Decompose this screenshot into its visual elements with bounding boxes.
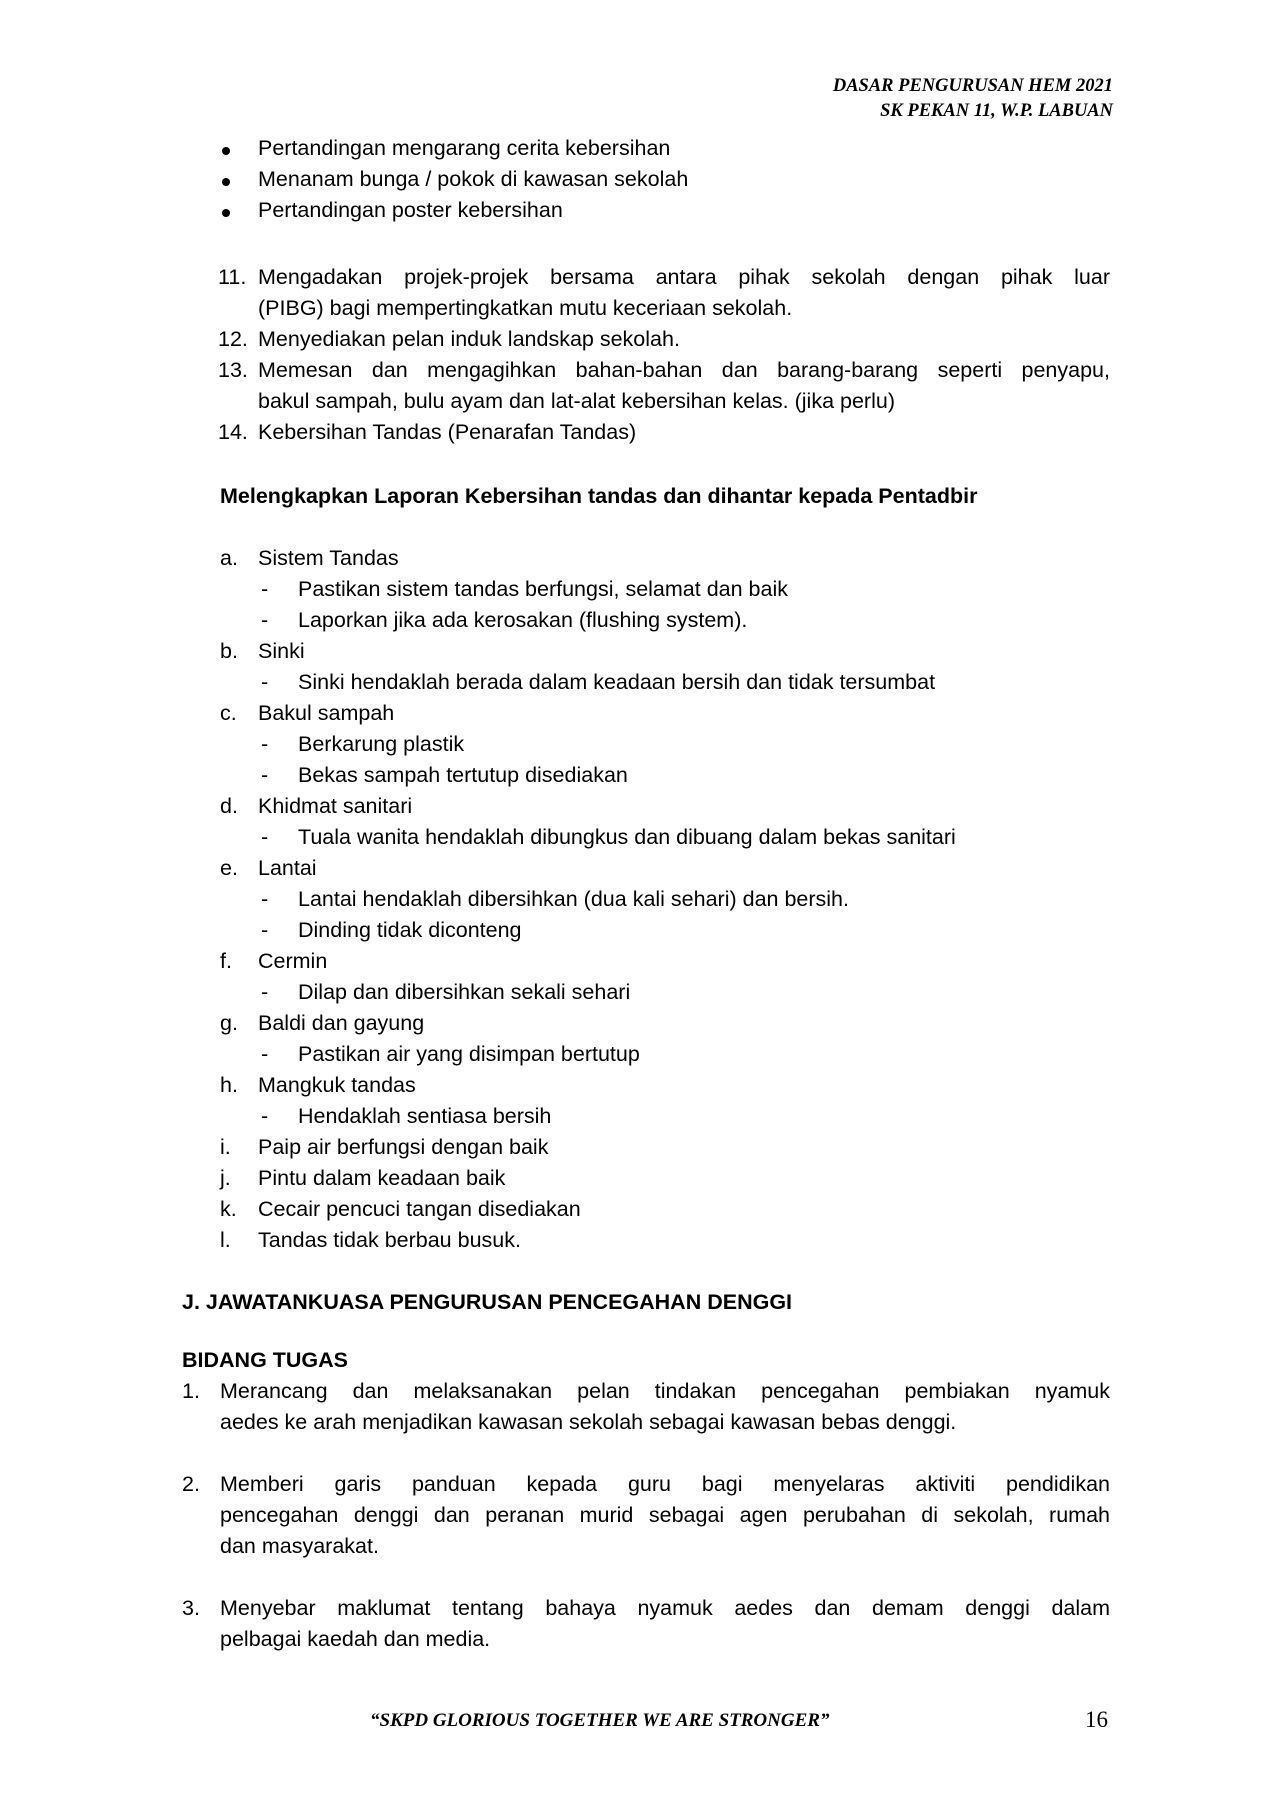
duty-text: dan masyarakat. [220, 1534, 379, 1558]
item-text: Kebersihan Tandas (Penarafan Tandas) [258, 420, 637, 444]
checklist-label: Tandas tidak berbau busuk. [258, 1228, 521, 1252]
checklist-label: Bakul sampah [258, 701, 395, 725]
footer-motto: “SKPD GLORIOUS TOGETHER WE ARE STRONGER” [370, 1710, 830, 1731]
checklist-sub: Tuala wanita hendaklah dibungkus dan dibuang dalam bekas sanitari [298, 825, 956, 849]
dash-icon: - [261, 825, 269, 849]
checklist-label: Baldi dan gayung [258, 1011, 425, 1035]
duty-number: 1. [182, 1379, 200, 1403]
section-title: J. JAWATANKUASA PENGURUSAN PENCEGAHAN DENGGI [182, 1290, 793, 1314]
checklist-letter: l. [220, 1228, 231, 1252]
checklist-letter: i. [220, 1135, 231, 1159]
checklist-letter: g. [220, 1011, 238, 1035]
duty-number: 2. [182, 1472, 200, 1496]
checklist-letter: j. [220, 1166, 231, 1190]
item-text: (PIBG) bagi mempertingkatkan mutu keceriaan sekolah. [258, 296, 793, 320]
dash-icon: - [261, 670, 269, 694]
bullet-item: Pertandingan mengarang cerita kebersihan [258, 136, 671, 160]
dash-icon: - [261, 608, 269, 632]
checklist-label: Sistem Tandas [258, 546, 399, 570]
checklist-letter: a. [220, 546, 238, 570]
checklist-sub: Dilap dan dibersihkan sekali sehari [298, 980, 631, 1004]
duty-text: Memberi garis panduan kepada guru bagi menyelaras aktiviti pendidikan [220, 1472, 1110, 1496]
checklist-sub: Bekas sampah tertutup disediakan [298, 763, 628, 787]
dash-icon: - [261, 1104, 269, 1128]
checklist-label: Lantai [258, 856, 317, 880]
dash-icon: - [261, 732, 269, 756]
checklist-sub: Sinki hendaklah berada dalam keadaan bersih dan tidak tersumbat [298, 670, 936, 694]
checklist-label: Cermin [258, 949, 328, 973]
bullet-item: Menanam bunga / pokok di kawasan sekolah [258, 167, 689, 191]
checklist-label: Mangkuk tandas [258, 1073, 416, 1097]
checklist-sub: Pastikan air yang disimpan bertutup [298, 1042, 640, 1066]
item-text: bakul sampah, bulu ayam dan lat-alat kebersihan kelas. (jika perlu) [258, 389, 895, 413]
item-number: 11. [218, 265, 247, 289]
bullet-icon [222, 209, 230, 217]
checklist-label: Cecair pencuci tangan disediakan [258, 1197, 581, 1221]
section-subtitle: BIDANG TUGAS [182, 1348, 349, 1372]
dash-icon: - [261, 980, 269, 1004]
duty-text: aedes ke arah menjadikan kawasan sekolah sebagai kawasan bebas denggi. [220, 1410, 957, 1434]
checklist-letter: k. [220, 1197, 237, 1221]
checklist-sub: Berkarung plastik [298, 732, 465, 756]
bullet-icon [222, 147, 230, 155]
duty-text: pelbagai kaedah dan media. [220, 1627, 491, 1651]
header-title: DASAR PENGURUSAN HEM 2021 [832, 76, 1113, 96]
item-text: Memesan dan mengagihkan bahan-bahan dan barang-barang seperti penyapu, [258, 358, 1110, 382]
checklist-sub: Hendaklah sentiasa bersih [298, 1104, 552, 1128]
duty-text: Merancang dan melaksanakan pelan tindakan pencegahan pembiakan nyamuk [220, 1379, 1110, 1403]
dash-icon: - [261, 1042, 269, 1066]
page-number: 16 [1085, 1707, 1108, 1732]
item-text: Menyediakan pelan induk landskap sekolah. [258, 327, 680, 351]
checklist-letter: h. [220, 1073, 238, 1097]
checklist-letter: f. [220, 949, 232, 973]
bullet-icon [222, 178, 230, 186]
checklist-sub: Lantai hendaklah dibersihkan (dua kali sehari) dan bersih. [298, 887, 849, 911]
report-heading: Melengkapkan Laporan Kebersihan tandas dan dihantar kepada Pentadbir [220, 484, 978, 508]
checklist-letter: d. [220, 794, 238, 818]
checklist-letter: c. [220, 701, 237, 725]
checklist-sub: Dinding tidak diconteng [298, 918, 522, 942]
checklist-label: Sinki [258, 639, 305, 663]
duty-text: pencegahan denggi dan peranan murid sebagai agen perubahan di sekolah, rumah [220, 1503, 1110, 1527]
checklist-sub: Pastikan sistem tandas berfungsi, selamat dan baik [298, 577, 788, 601]
document-header [833, 74, 1113, 124]
item-number: 12. [218, 327, 248, 351]
bullet-item: Pertandingan poster kebersihan [258, 198, 563, 222]
dash-icon: - [261, 577, 269, 601]
checklist-label: Khidmat sanitari [258, 794, 413, 818]
header-school: SK PEKAN 11, W.P. LABUAN [880, 101, 1113, 121]
checklist-letter: b. [220, 639, 238, 663]
checklist-letter: e. [220, 856, 238, 880]
dash-icon: - [261, 918, 269, 942]
dash-icon: - [261, 763, 269, 787]
dash-icon: - [261, 887, 269, 911]
duty-text: Menyebar maklumat tentang bahaya nyamuk aedes dan demam denggi dalam [220, 1596, 1110, 1620]
item-text: Mengadakan projek-projek bersama antara pihak sekolah dengan pihak luar [258, 265, 1110, 289]
duty-number: 3. [182, 1596, 200, 1620]
checklist-label: Paip air berfungsi dengan baik [258, 1135, 549, 1159]
checklist-sub: Laporkan jika ada kerosakan (flushing system). [298, 608, 748, 632]
checklist-label: Pintu dalam keadaan baik [258, 1166, 506, 1190]
item-number: 13. [218, 358, 248, 382]
item-number: 14. [218, 420, 248, 444]
